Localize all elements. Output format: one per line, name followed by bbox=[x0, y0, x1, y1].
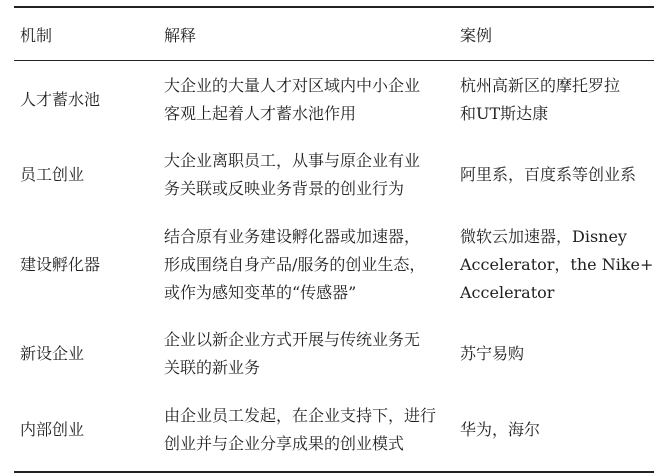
explanation-line: 或作为感知变革的“传感器” bbox=[164, 283, 357, 302]
mechanism-cell: 内部创业 bbox=[20, 420, 85, 439]
mechanism-table bbox=[14, 6, 654, 473]
table-bottom-rule bbox=[14, 471, 654, 473]
cases-cell bbox=[450, 319, 654, 389]
table-header-row bbox=[14, 8, 654, 60]
case-line: 微软云加速器，Disney bbox=[460, 227, 627, 246]
case-line: 华为，海尔 bbox=[460, 420, 541, 439]
explanation-line: 由企业员工发起，在企业支持下，进行 bbox=[164, 406, 437, 425]
mechanism-cell: 员工创业 bbox=[20, 165, 85, 184]
header-mechanism: 机制 bbox=[20, 25, 53, 45]
header-cases: 案例 bbox=[460, 25, 493, 45]
explanation-line: 结合原有业务建设孵化器或加速器， bbox=[164, 227, 421, 246]
mechanism-cell: 人才蓄水池 bbox=[20, 90, 101, 109]
explanation-line: 企业以新企业方式开展与传统业务无 bbox=[164, 330, 421, 349]
explanation-line: 客观上起着人才蓄水池作用 bbox=[164, 104, 357, 123]
table-row bbox=[14, 389, 654, 471]
case-line: Accelerator，the Nike+ bbox=[460, 255, 654, 274]
cases-cell bbox=[450, 389, 654, 471]
explanation-line: 形成围绕自身产品/服务的创业生态， bbox=[164, 255, 426, 274]
mechanism-cell: 新设企业 bbox=[20, 344, 85, 363]
case-line: 苏宁易购 bbox=[460, 344, 525, 363]
table-row bbox=[14, 211, 654, 319]
table-row bbox=[14, 319, 654, 389]
cases-cell bbox=[450, 61, 654, 139]
cases-cell bbox=[450, 211, 654, 319]
explanation-line: 务关联或反映业务背景的创业行为 bbox=[164, 179, 405, 198]
header-explanation: 解释 bbox=[164, 25, 197, 45]
case-line: 和UT斯达康 bbox=[460, 104, 549, 123]
table-row bbox=[14, 139, 654, 211]
explanation-cell bbox=[152, 319, 450, 389]
explanation-line: 大企业的大量人才对区域内中小企业 bbox=[164, 76, 421, 95]
case-line: 杭州高新区的摩托罗拉 bbox=[460, 76, 621, 95]
explanation-cell bbox=[152, 139, 450, 211]
explanation-line: 创业并与企业分享成果的创业模式 bbox=[164, 434, 405, 453]
explanation-line: 大企业离职员工，从事与原企业有业 bbox=[164, 151, 421, 170]
explanation-cell bbox=[152, 211, 450, 319]
case-line: Accelerator bbox=[460, 283, 555, 302]
case-line: 阿里系，百度系等创业系 bbox=[460, 165, 637, 184]
mechanism-cell: 建设孵化器 bbox=[20, 255, 101, 274]
table-row bbox=[14, 61, 654, 139]
explanation-line: 关联的新业务 bbox=[164, 358, 261, 377]
cases-cell bbox=[450, 139, 654, 211]
explanation-cell bbox=[152, 61, 450, 139]
explanation-cell bbox=[152, 389, 450, 471]
